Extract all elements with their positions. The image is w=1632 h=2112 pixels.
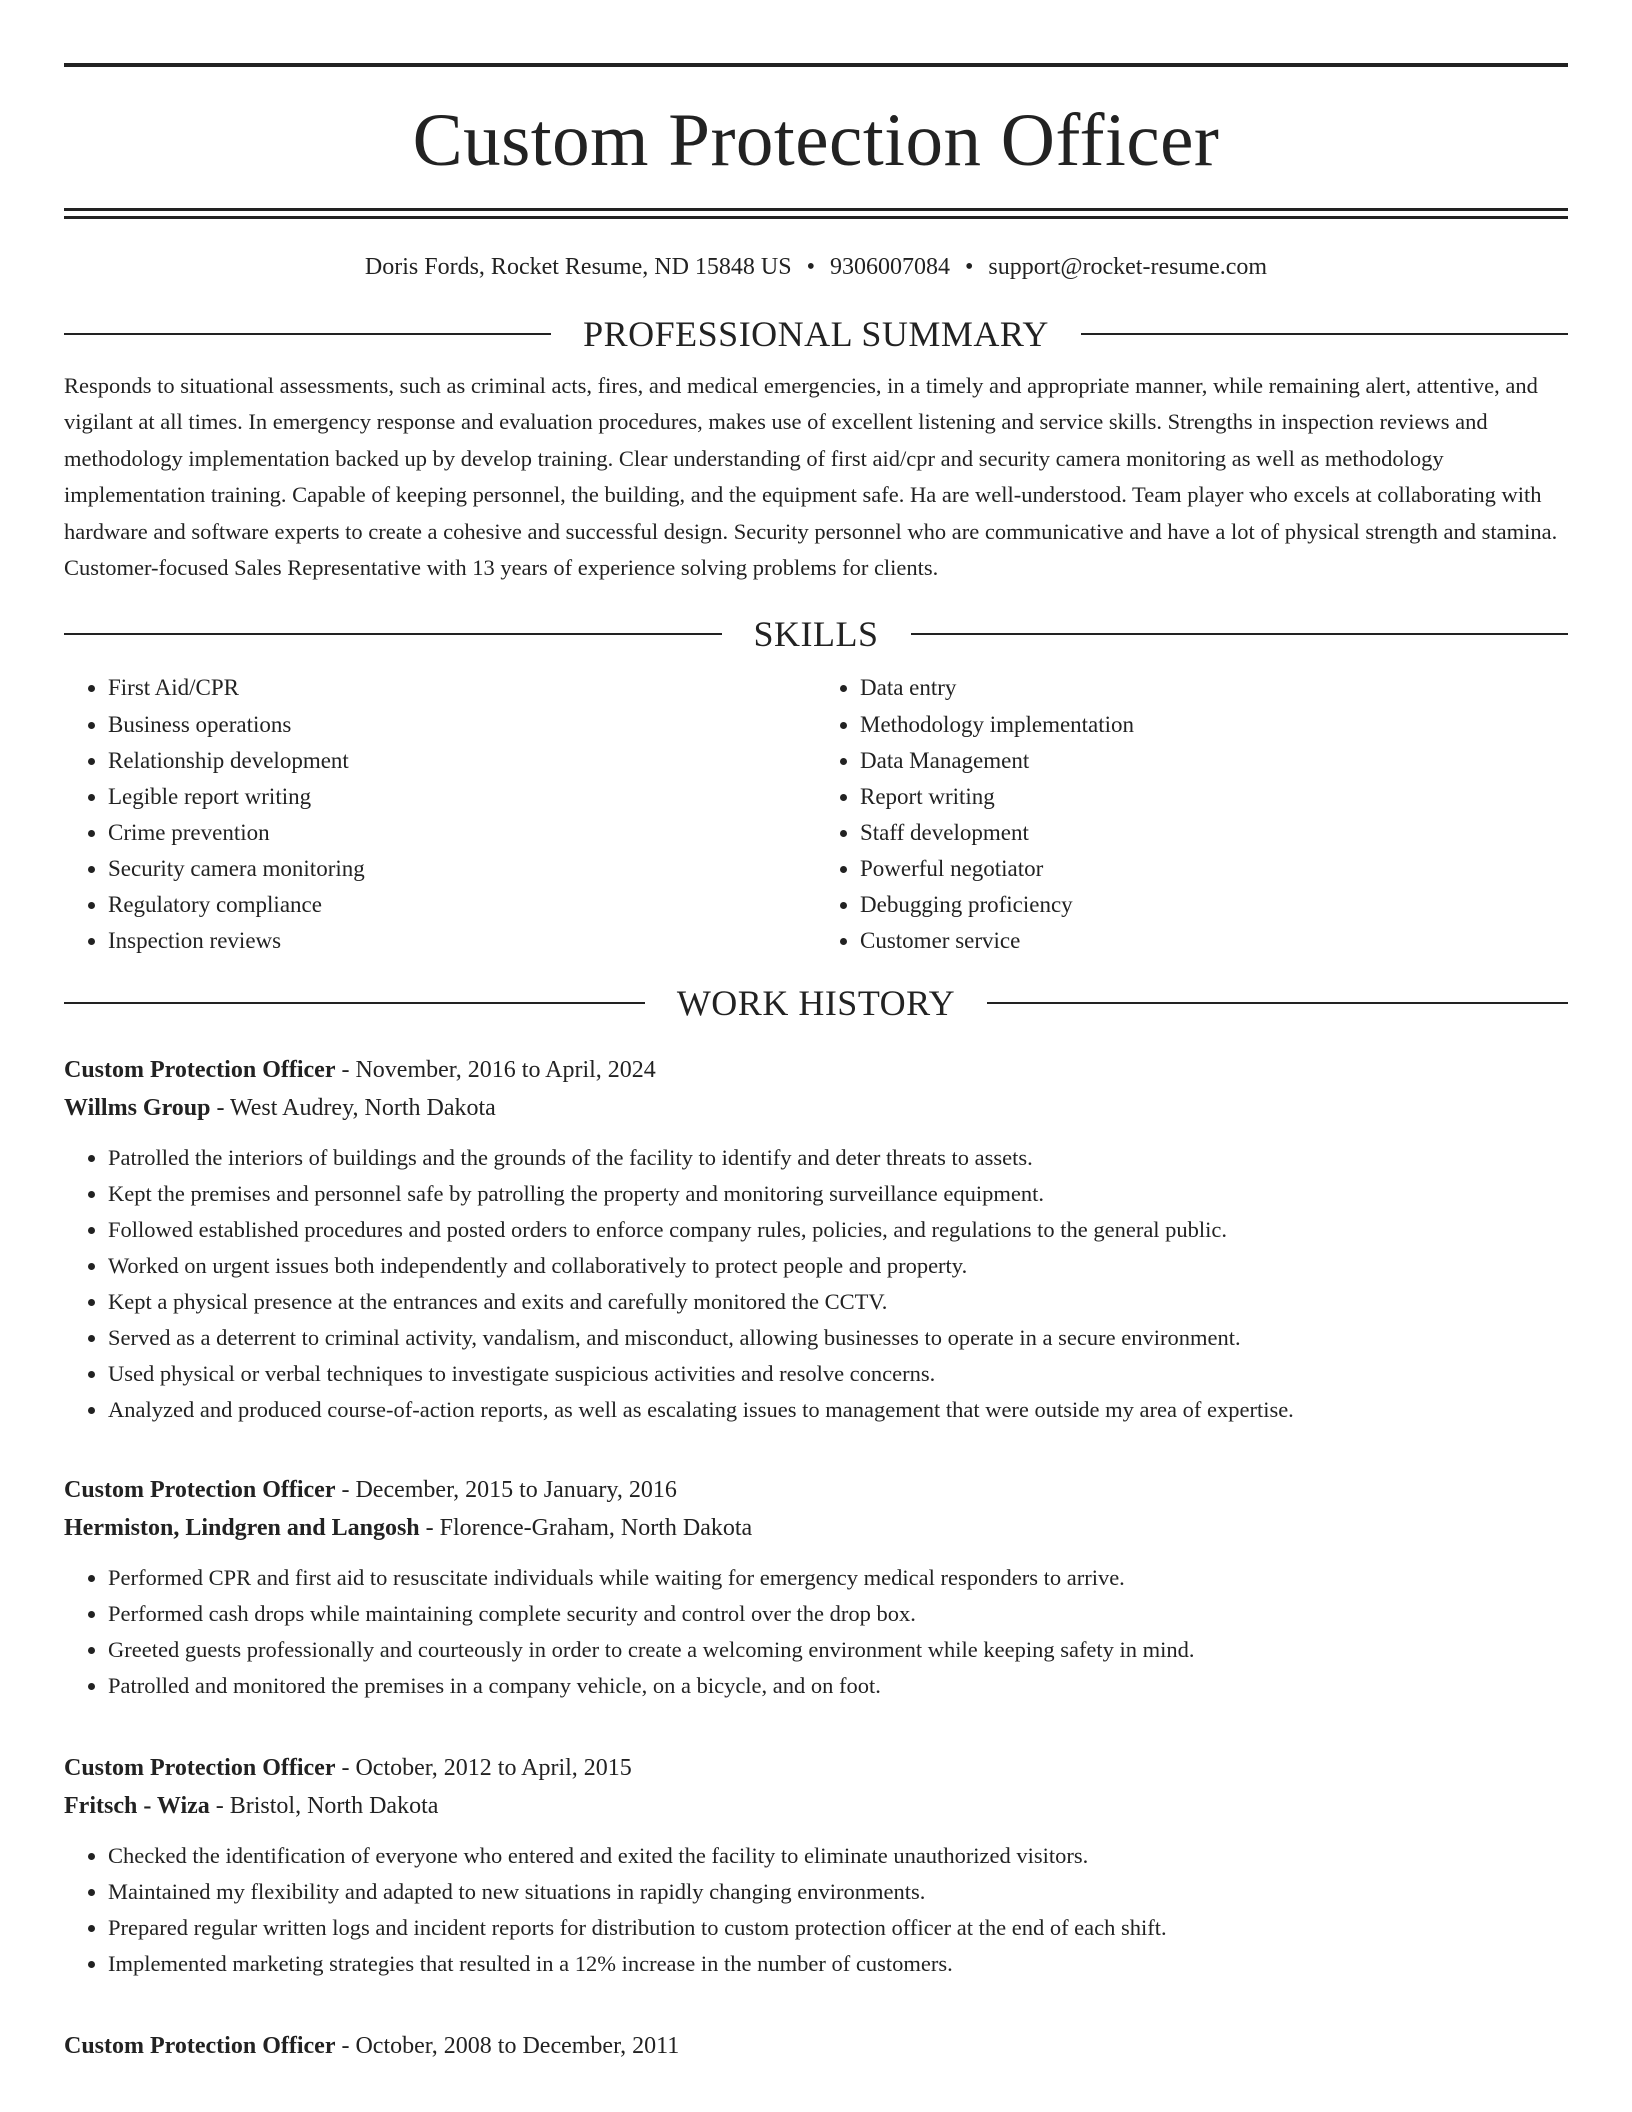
contact-separator: • — [806, 254, 815, 280]
contact-address: Doris Fords, Rocket Resume, ND 15848 US — [364, 254, 792, 280]
job-company-line — [64, 1787, 1568, 1825]
job-dates: - November, 2016 to April, 2024 — [335, 1057, 656, 1084]
job-bullet: • Patrolled the interiors of buildings and the grounds of the facility to identify and deter threats to assets. — [108, 1140, 1568, 1176]
job-title-line — [64, 1051, 1568, 1089]
work-heading: WORK HISTORY — [676, 983, 956, 1024]
contact-email: support@rocket-resume.com — [988, 254, 1268, 280]
job-bullet: • Prepared regular written logs and incident reports for distribution to custom protection officer at the end of each shift. — [108, 1910, 1568, 1946]
section-rule — [64, 1002, 645, 1004]
skill-item: • Customer service — [860, 923, 1568, 959]
job-title: Custom Protection Officer — [64, 1755, 336, 1782]
skill-item: • Data Management — [860, 743, 1568, 779]
job-bullet: • Followed established procedures and posted orders to enforce company rules, policies, and regulations to the general public. — [108, 1212, 1568, 1248]
job-bullet: • Performed cash drops while maintaining complete security and control over the drop box. — [108, 1596, 1568, 1632]
skill-item: • Security camera monitoring — [108, 851, 816, 887]
contact-separator: • — [964, 254, 974, 280]
skill-item: • First Aid/CPR — [108, 670, 816, 706]
job-bullet: • Kept a physical presence at the entrances and exits and carefully monitored the CCTV. — [108, 1284, 1568, 1320]
job-bullet: • Used physical or verbal techniques to investigate suspicious activities and resolve concerns. — [108, 1356, 1568, 1392]
job-entry — [64, 2027, 1568, 2065]
job-dates: - October, 2008 to December, 2011 — [335, 2032, 680, 2059]
job-bullet: • Implemented marketing strategies that resulted in a 12% increase in the number of customers. — [108, 1946, 1568, 1982]
contact-phone: 9306007084 — [829, 254, 950, 280]
resume-name: Custom Protection Officer — [412, 99, 1220, 182]
skill-item: • Regulatory compliance — [108, 887, 816, 923]
skills-column-right — [816, 670, 1568, 959]
skills-heading: SKILLS — [753, 614, 879, 655]
section-rule — [64, 333, 551, 335]
summary-heading: PROFESSIONAL SUMMARY — [583, 314, 1049, 354]
job-dates: - October, 2012 to April, 2015 — [335, 1755, 632, 1782]
skill-item: • Inspection reviews — [108, 923, 816, 959]
job-bullet: • Checked the identification of everyone who entered and exited the facility to eliminate unauthorized visitors. — [108, 1838, 1568, 1874]
job-location: - Bristol, North Dakota — [209, 1793, 439, 1820]
job-company-line — [64, 1509, 1568, 1547]
skill-item: • Staff development — [860, 815, 1568, 851]
job-title-line — [64, 2027, 1568, 2065]
job-bullets — [64, 1140, 1568, 1427]
job-bullet: • Served as a deterrent to criminal activity, vandalism, and misconduct, allowing businesses to operate in a secure environment. — [108, 1320, 1568, 1356]
job-location: - Florence-Graham, North Dakota — [419, 1515, 753, 1542]
resume-page — [64, 0, 1568, 2065]
summary-section-header — [64, 312, 1568, 356]
work-section-header — [64, 981, 1568, 1025]
skill-item: • Data entry — [860, 670, 1568, 706]
top-rule — [64, 63, 1568, 67]
job-bullets — [64, 1560, 1568, 1704]
job-company: Willms Group — [64, 1095, 211, 1122]
skills-column-left — [64, 670, 816, 959]
summary-text: Responds to situational assessments, such as criminal acts, fires, and medical emergencies, in a timely and appropriate manner, while remaining alert, attentive, and vigilant at all times. In emergency response and evaluation procedures, makes use of excellent listening and service skills. Strengths in inspection reviews and methodology implementation backed up by develop training. Clear understanding of first aid/cpr and security camera monitoring as well as methodology implementation training. Capable of keeping personnel, the building, and the equipment safe. Ha are well-understood. Team player who excels at collaborating with hardware and software experts to create a cohesive and successful design. Security personnel who are communicative and have a lot of physical strength and stamina. Customer-focused Sales Representative with 13 years of experience solving problems for clients. — [64, 373, 1558, 581]
job-entry — [64, 1051, 1568, 1427]
job-title-line — [64, 1749, 1568, 1787]
job-bullet: • Performed CPR and first aid to resuscitate individuals while waiting for emergency medical responders to arrive. — [108, 1560, 1568, 1596]
job-bullet: • Analyzed and produced course-of-action reports, as well as escalating issues to management that were outside my area of expertise. — [108, 1392, 1568, 1428]
contact-line — [64, 252, 1568, 282]
job-bullet: • Maintained my flexibility and adapted to new situations in rapidly changing environments. — [108, 1874, 1568, 1910]
job-title: Custom Protection Officer — [64, 1477, 336, 1504]
section-rule — [987, 1002, 1568, 1004]
job-bullet: • Kept the premises and personnel safe by patrolling the property and monitoring surveillance equipment. — [108, 1176, 1568, 1212]
job-title: Custom Protection Officer — [64, 1057, 336, 1084]
section-rule — [911, 633, 1569, 635]
job-dates: - December, 2015 to January, 2016 — [335, 1477, 677, 1504]
skill-item: • Debugging proficiency — [860, 887, 1568, 923]
job-bullet: • Patrolled and monitored the premises in a company vehicle, on a bicycle, and on foot. — [108, 1668, 1568, 1704]
job-company: Fritsch - Wiza — [64, 1793, 210, 1820]
job-title-line — [64, 1471, 1568, 1509]
skill-item: • Legible report writing — [108, 779, 816, 815]
job-bullet: • Greeted guests professionally and courteously in order to create a welcoming environment while keeping safety in mind. — [108, 1632, 1568, 1668]
skill-item: • Methodology implementation — [860, 707, 1568, 743]
double-rule — [64, 208, 1568, 219]
job-location: - West Audrey, North Dakota — [210, 1095, 496, 1122]
job-company: Hermiston, Lindgren and Langosh — [64, 1515, 420, 1542]
skills-list — [64, 670, 1568, 959]
job-company-line — [64, 1089, 1568, 1127]
job-entry — [64, 1749, 1568, 1982]
job-title: Custom Protection Officer — [64, 2032, 336, 2059]
skill-item: • Crime prevention — [108, 815, 816, 851]
section-rule — [64, 633, 722, 635]
job-bullets — [64, 1838, 1568, 1982]
skills-section-header — [64, 612, 1568, 656]
skill-item: • Relationship development — [108, 743, 816, 779]
skill-item: • Powerful negotiator — [860, 851, 1568, 887]
skill-item: • Report writing — [860, 779, 1568, 815]
skill-item: • Business operations — [108, 707, 816, 743]
section-rule — [1081, 333, 1568, 335]
job-entry — [64, 1471, 1568, 1704]
job-bullet: • Worked on urgent issues both independently and collaboratively to protect people and property. — [108, 1248, 1568, 1284]
